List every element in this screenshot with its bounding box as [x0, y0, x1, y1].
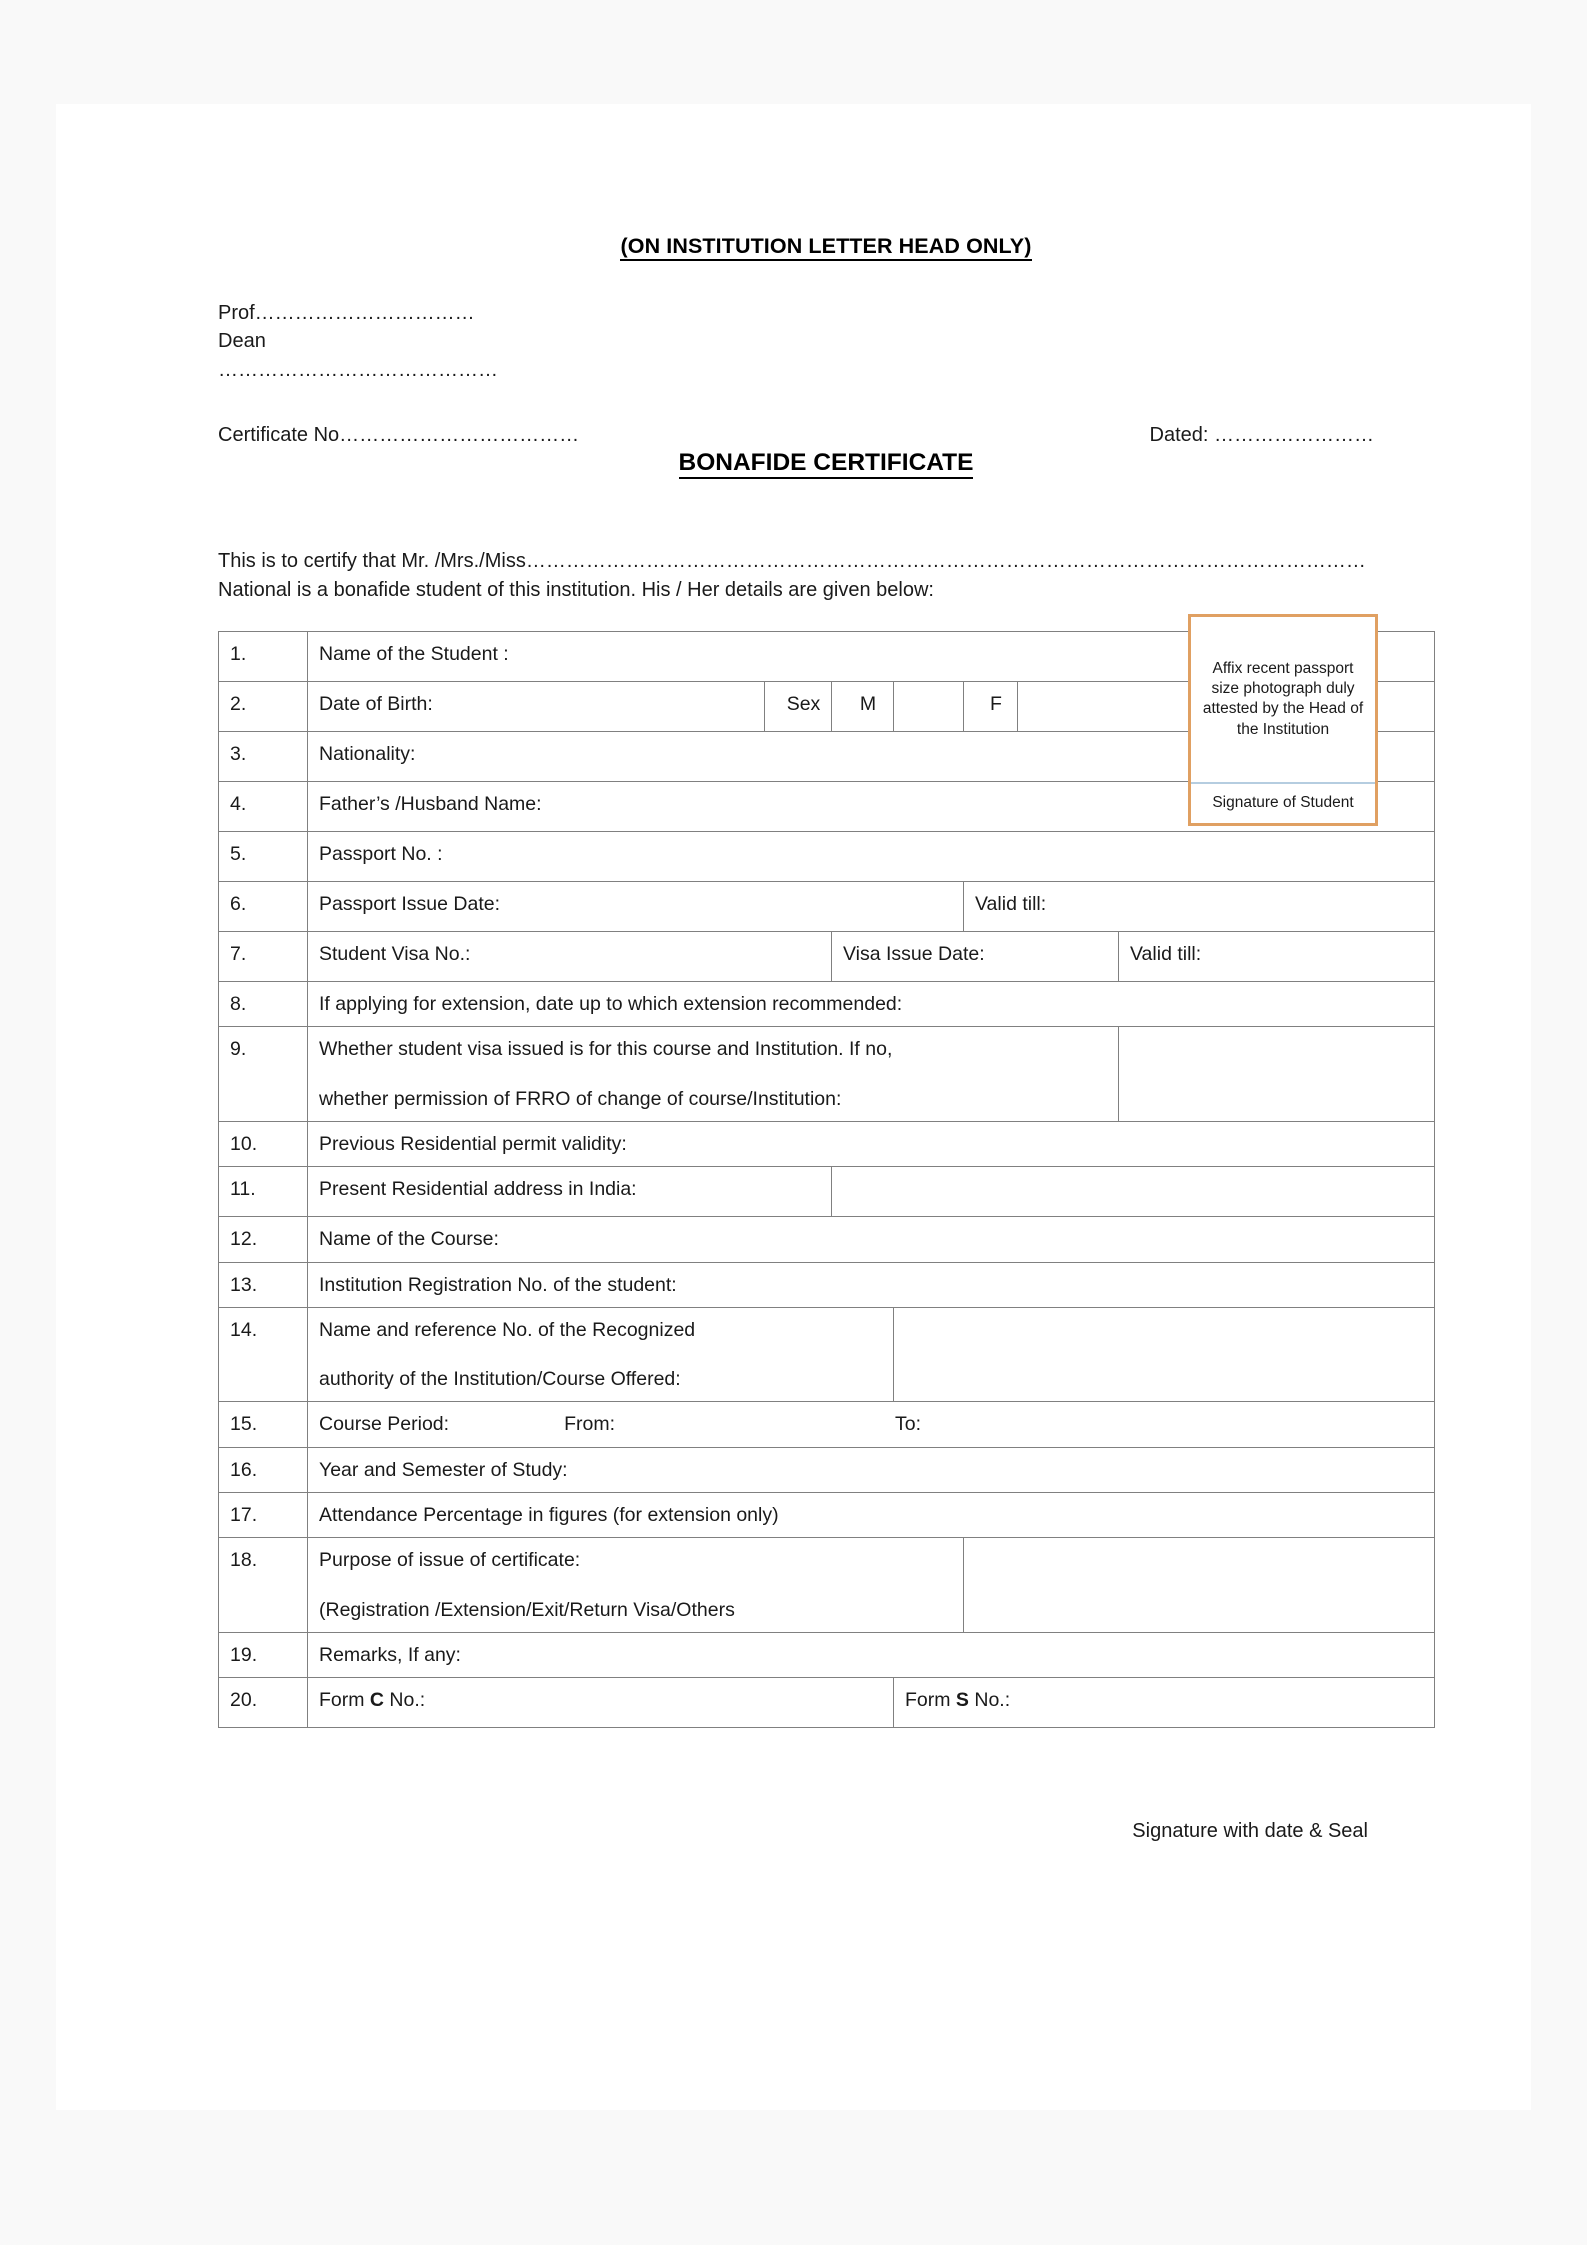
- row-label: Date of Birth:: [308, 681, 765, 731]
- addressee-block: [218, 299, 1434, 384]
- intro-line-2: National is a bonafide student of this institution. His / Her details are given below:: [218, 578, 934, 601]
- table-row: [219, 1402, 1435, 1447]
- letterhead-note: [218, 234, 1434, 259]
- details-table-wrap: [218, 631, 1434, 1728]
- intro-line-1: This is to certify that Mr. /Mrs./Miss………………………………………………………………………………………………………………: [218, 550, 1366, 573]
- certificate-no-line: Certificate No………………………………: [218, 424, 580, 447]
- row-label-line-2: whether permission of FRRO of change of course/Institution:: [319, 1087, 842, 1110]
- row-answer-cell[interactable]: [964, 1538, 1435, 1633]
- dean-line: Dean: [218, 330, 266, 353]
- row-number: 7.: [219, 931, 308, 981]
- page-title-text: BONAFIDE CERTIFICATE: [679, 449, 974, 479]
- row-number: 5.: [219, 831, 308, 881]
- row-number: 19.: [219, 1633, 308, 1678]
- row-label: Present Residential address in India:: [308, 1167, 832, 1217]
- row-label: Student Visa No.:: [308, 931, 832, 981]
- photo-affix-box[interactable]: [1188, 614, 1378, 826]
- row-label: If applying for extension, date up to which extension recommended:: [308, 981, 1435, 1026]
- table-row: [219, 1447, 1435, 1492]
- sex-label-cell: Sex: [765, 681, 832, 731]
- form-s-letter: S: [955, 1689, 969, 1712]
- row-label: Father’s /Husband Name:: [308, 781, 1435, 831]
- row-number: 1.: [219, 631, 308, 681]
- form-c-letter: C: [369, 1689, 385, 1712]
- row-number: 13.: [219, 1262, 308, 1307]
- student-signature-area[interactable]: [1191, 784, 1375, 823]
- student-signature-label: Signature of Student: [1212, 794, 1354, 812]
- table-row: [219, 881, 1435, 931]
- row-label: Nationality:: [308, 731, 1435, 781]
- row-label: Name of the Course:: [308, 1217, 1435, 1262]
- row-number: 18.: [219, 1538, 308, 1633]
- table-row: [219, 1307, 1435, 1402]
- page-title: [218, 449, 1434, 477]
- dated-line: Dated: ……………………: [1149, 424, 1374, 447]
- photo-affix-instruction-area: [1191, 617, 1375, 784]
- form-s-label: [894, 1678, 1435, 1728]
- row-number: 15.: [219, 1402, 308, 1447]
- document-body: [218, 234, 1434, 1843]
- table-row: [219, 981, 1435, 1026]
- row-label-tertiary: Valid till:: [1119, 931, 1435, 981]
- row-label: Attendance Percentage in figures (for extension only): [308, 1493, 1435, 1538]
- row-number: 17.: [219, 1493, 308, 1538]
- form-s-suffix: No.:: [968, 1689, 1011, 1712]
- row-number: 16.: [219, 1447, 308, 1492]
- row-label: [308, 1027, 1119, 1122]
- row-label-line-1: Name and reference No. of the Recognized: [319, 1318, 696, 1341]
- form-c-suffix: No.:: [384, 1689, 426, 1712]
- sex-male-cell[interactable]: M: [832, 681, 894, 731]
- table-row: [219, 1493, 1435, 1538]
- row-label: [308, 1538, 964, 1633]
- row-label: Year and Semester of Study:: [308, 1447, 1435, 1492]
- row-number: 11.: [219, 1167, 308, 1217]
- row-number: 8.: [219, 981, 308, 1026]
- form-s-prefix: Form: [905, 1689, 956, 1712]
- row-label-secondary: Visa Issue Date:: [832, 931, 1119, 981]
- row-label-secondary: Valid till:: [964, 881, 1435, 931]
- institution-dots-line: ……………………………………: [218, 358, 498, 381]
- intro-paragraph: [218, 547, 1434, 604]
- row-number: 10.: [219, 1121, 308, 1166]
- sex-male-check-cell[interactable]: [894, 681, 964, 731]
- row-label: [308, 1307, 894, 1402]
- row-number: 2.: [219, 681, 308, 731]
- row-answer-cell[interactable]: [1119, 1027, 1435, 1122]
- table-row: [219, 1217, 1435, 1262]
- row-number: 12.: [219, 1217, 308, 1262]
- prof-line: Prof……………………………: [218, 302, 475, 324]
- row-label: Passport No. :: [308, 831, 1435, 881]
- authority-signature-line: Signature with date & Seal: [1132, 1820, 1368, 1843]
- letterhead-note-text: (ON INSTITUTION LETTER HEAD ONLY): [620, 234, 1031, 261]
- course-period-to-label: To:: [895, 1413, 922, 1436]
- row-number: 6.: [219, 881, 308, 931]
- form-c-label: [308, 1678, 894, 1728]
- table-row: [219, 1121, 1435, 1166]
- row-number: 4.: [219, 781, 308, 831]
- row-label-line-2: authority of the Institution/Course Offered:: [319, 1368, 681, 1391]
- row-answer-cell[interactable]: [894, 1307, 1435, 1402]
- row-label-line-2: (Registration /Extension/Exit/Return Visa/Others: [319, 1598, 735, 1621]
- row-label: Institution Registration No. of the student:: [308, 1262, 1435, 1307]
- row-number: 3.: [219, 731, 308, 781]
- form-c-prefix: Form: [319, 1689, 370, 1712]
- row-label: Previous Residential permit validity:: [308, 1121, 1435, 1166]
- course-period-from-label: From:: [564, 1413, 615, 1436]
- row-label: Name of the Student :: [308, 631, 1435, 681]
- row-number: 9.: [219, 1027, 308, 1122]
- row-label: [308, 1402, 1435, 1447]
- table-row: [219, 1633, 1435, 1678]
- row-number: 20.: [219, 1678, 308, 1728]
- table-row: [219, 1678, 1435, 1728]
- certificate-meta-row: [218, 424, 1434, 447]
- photo-affix-instruction: Affix recent passport size photograph duly attested by the Head of the Institution: [1202, 660, 1364, 738]
- document-page: [56, 104, 1531, 2110]
- course-period-label: Course Period:: [319, 1413, 450, 1436]
- table-row: [219, 1262, 1435, 1307]
- table-row: [219, 1167, 1435, 1217]
- row-answer-cell[interactable]: [832, 1167, 1435, 1217]
- table-row: [219, 831, 1435, 881]
- table-row: [219, 1027, 1435, 1122]
- row-label-line-1: Whether student visa issued is for this course and Institution. If no,: [319, 1038, 893, 1061]
- row-number: 14.: [219, 1307, 308, 1402]
- row-label-line-1: Purpose of issue of certificate:: [319, 1549, 581, 1572]
- row-label: Passport Issue Date:: [308, 881, 964, 931]
- sex-female-cell[interactable]: F: [964, 681, 1018, 731]
- table-row: [219, 931, 1435, 981]
- table-row: [219, 1538, 1435, 1633]
- row-label: Remarks, If any:: [308, 1633, 1435, 1678]
